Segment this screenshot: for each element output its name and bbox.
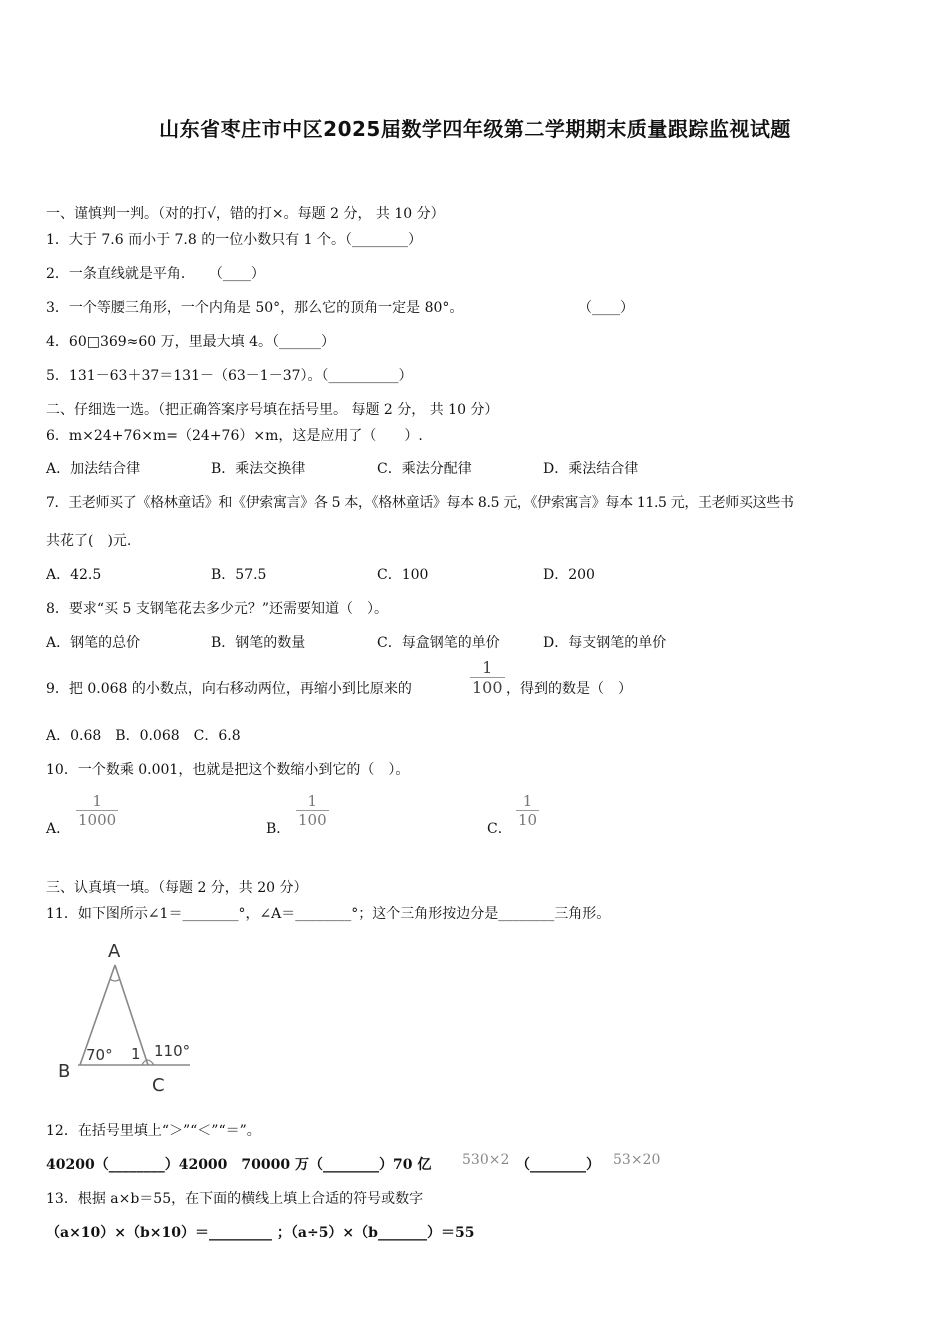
question-6-option-b: B．乘法交换律 bbox=[211, 461, 306, 477]
vertex-c-label: C bbox=[152, 1075, 165, 1096]
question-4: 4．60□369≈60 万，里最大填 4。（______） bbox=[46, 334, 336, 350]
question-2: 2．一条直线就是平角． （____） bbox=[46, 266, 265, 282]
fraction-denominator: 1000 bbox=[78, 811, 117, 829]
angle-b-value: 70° bbox=[86, 1046, 113, 1064]
question-12-expression-1: 530×2 bbox=[462, 1152, 510, 1168]
question-7-option-c: C．100 bbox=[377, 567, 429, 583]
question-7-option-b: B．57.5 bbox=[211, 567, 267, 583]
question-10-option-c-label: C． bbox=[487, 821, 512, 837]
question-11: 11．如下图所示∠1＝________°，∠A＝________°；这个三角形按边分是________三角形。 bbox=[46, 906, 611, 922]
section3-heading: 三、认真填一填。（每题 2 分，共 20 分） bbox=[46, 880, 308, 896]
question-8-option-c: C．每盒钢笔的单价 bbox=[377, 635, 500, 651]
vertex-a-label: A bbox=[108, 941, 121, 962]
section1-heading: 一、谨慎判一判。（对的打√，错的打×。每题 2 分， 共 10 分） bbox=[46, 206, 445, 222]
fraction-denominator: 10 bbox=[518, 811, 538, 829]
fraction-denominator: 100 bbox=[472, 678, 503, 697]
question-9-options: A．0.68 B．0.068 C．6.8 bbox=[46, 728, 241, 744]
question-7-line-2: 共花了( )元. bbox=[46, 533, 132, 549]
angle-a-arc bbox=[110, 979, 120, 981]
question-9-text-end: ，得到的数是（ ） bbox=[506, 681, 632, 697]
question-6-option-a: A．加法结合律 bbox=[46, 461, 141, 477]
section2-heading: 二、仔细选一选。（把正确答案序号填在括号里。 每题 2 分， 共 10 分） bbox=[46, 402, 499, 418]
question-12-comparisons: 40200（________）42000 70000 万（________）70 亿 bbox=[46, 1157, 432, 1173]
page-title: 山东省枣庄市中区2025届数学四年级第二学期期末质量跟踪监视试题 bbox=[159, 117, 791, 141]
question-9-text: 9．把 0.068 的小数点，向右移动两位，再缩小到比原来的 bbox=[46, 681, 412, 697]
question-7-line-1: 7．王老师买了《格林童话》和《伊索寓言》各 5 本，《格林童话》每本 8.5 元，《伊索寓言》每本 11.5 元，王老师买这些书 bbox=[46, 495, 794, 511]
question-3-answer-paren: （____） bbox=[578, 300, 634, 316]
fraction-numerator: 1 bbox=[482, 658, 493, 677]
question-8-option-b: B．钢笔的数量 bbox=[211, 635, 306, 651]
question-8: 8．要求“买 5 支钢笔花去多少元？”还需要知道（ ）。 bbox=[46, 601, 389, 617]
question-12-answer-paren: （________） bbox=[516, 1157, 600, 1173]
triangle-figure bbox=[50, 935, 200, 1100]
question-10-option-b-fraction bbox=[296, 792, 329, 829]
question-10: 10．一个数乘 0.001，也就是把这个数缩小到它的（ ）。 bbox=[46, 762, 410, 778]
fraction-denominator: 100 bbox=[298, 811, 327, 829]
question-6-option-c: C．乘法分配律 bbox=[377, 461, 472, 477]
question-10-option-b-label: B． bbox=[266, 821, 291, 837]
question-8-option-a: A．钢笔的总价 bbox=[46, 635, 141, 651]
fraction-numerator: 1 bbox=[92, 792, 102, 810]
question-12: 12．在括号里填上“＞”“＜”“＝”。 bbox=[46, 1123, 261, 1139]
question-9-fraction bbox=[470, 658, 505, 697]
question-6: 6．m×24+76×m=（24+76）×m，这是应用了（ ）. bbox=[46, 428, 423, 444]
question-7-option-d: D．200 bbox=[543, 567, 595, 583]
vertex-b-label: B bbox=[58, 1061, 71, 1082]
question-10-option-a-fraction bbox=[76, 792, 118, 829]
question-13-equations: （a×10）×（b×10）＝_________ ；（a÷5）×（b_______）＝55 bbox=[46, 1225, 475, 1241]
question-10-option-c-fraction bbox=[516, 792, 539, 829]
question-1: 1．大于 7.6 而小于 7.8 的一位小数只有 1 个。（________） bbox=[46, 232, 423, 248]
exterior-angle-value: 110° bbox=[154, 1042, 191, 1060]
question-8-option-d: D．每支钢笔的单价 bbox=[543, 635, 667, 651]
fraction-numerator: 1 bbox=[522, 792, 533, 810]
angle-1-label: 1 bbox=[131, 1045, 141, 1063]
question-13: 13．根据 a×b＝55，在下面的横线上填上合适的符号或数字 bbox=[46, 1191, 424, 1207]
question-12-expression-2: 53×20 bbox=[613, 1152, 661, 1168]
question-6-option-d: D．乘法结合律 bbox=[543, 461, 639, 477]
question-5: 5．131－63＋37＝131－（63－1－37）。（__________） bbox=[46, 368, 413, 384]
fraction-numerator: 1 bbox=[307, 792, 318, 810]
question-10-option-a-label: A． bbox=[46, 821, 71, 837]
question-3: 3．一个等腰三角形，一个内角是 50°，那么它的顶角一定是 80°。 bbox=[46, 300, 464, 316]
question-7-option-a: A．42.5 bbox=[46, 567, 102, 583]
